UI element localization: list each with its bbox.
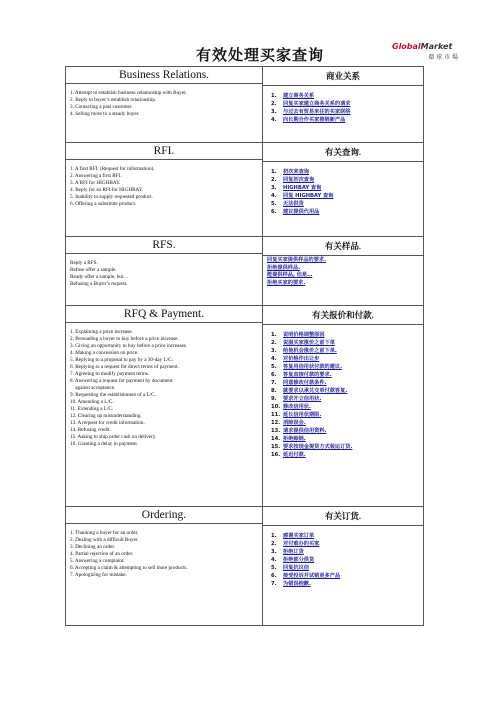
logo-part-global: Global	[392, 42, 421, 51]
chinese-link-item[interactable]	[271, 411, 423, 419]
link-text[interactable]: 能提供样品, 但是…	[267, 272, 313, 278]
english-section-title: Business Relations.	[66, 67, 262, 84]
link-text[interactable]: 就要求以承兑交单付款答复.	[283, 388, 348, 394]
chinese-link-item[interactable]	[271, 540, 423, 548]
chinese-link-list	[263, 526, 423, 592]
english-list-item: 7. Apologizing for mistake.	[70, 572, 127, 578]
english-list-item: Refuse offer a sample.	[70, 267, 117, 273]
link-text[interactable]: 对价格作出让步	[283, 356, 320, 362]
chinese-link-item[interactable]	[263, 265, 423, 273]
chinese-cell	[263, 306, 424, 507]
english-list-item: Refusing a Buyer’s request.	[70, 281, 128, 287]
chinese-link-item[interactable]	[271, 208, 423, 216]
english-list-item: 9. Requesting the establishment of a L/C.	[70, 392, 156, 398]
english-list-item: 6. Offering a substitute product.	[70, 201, 137, 207]
english-list-item: 12. Clearing up misunderstanding.	[70, 413, 142, 419]
item-number: 1.	[271, 93, 277, 99]
item-number: 14.	[271, 436, 281, 442]
chinese-link-item[interactable]	[271, 532, 423, 540]
chinese-cell	[263, 237, 424, 306]
chinese-link-item[interactable]	[263, 280, 423, 288]
chinese-link-item[interactable]	[271, 387, 423, 395]
link-text[interactable]: 请求提供信用资料.	[283, 428, 327, 434]
link-text[interactable]: 为错误抱歉.	[283, 581, 311, 587]
chinese-link-item[interactable]	[271, 355, 423, 363]
english-cell	[66, 67, 263, 143]
chinese-section-title: 有关样品.	[263, 237, 423, 256]
english-list-item: 1. A first RFI. (Request for information).	[70, 166, 155, 172]
item-number: 4.	[271, 356, 277, 362]
section-row	[66, 507, 424, 626]
page-title: 有效处理买家查询	[196, 46, 325, 64]
english-list-item: Ready offer a sample, but…	[70, 274, 129, 280]
link-text[interactable]: 无法供货	[283, 201, 304, 207]
section-row	[66, 143, 424, 237]
item-number: 3.	[271, 109, 277, 115]
chinese-link-item[interactable]	[271, 331, 423, 339]
english-item-list	[66, 254, 262, 292]
link-text[interactable]: 拒绝订货	[283, 549, 304, 555]
english-section-title: RFQ & Payment.	[66, 306, 262, 323]
english-list-item: 10. Amending a L/C.	[70, 399, 114, 405]
english-list-item: 4. Selling more to a steady buyer.	[70, 111, 140, 117]
english-section-title: RFS.	[66, 237, 262, 254]
item-number: 2.	[271, 177, 277, 183]
english-cell	[66, 507, 263, 626]
english-item-list	[66, 323, 262, 452]
link-text[interactable]: 给他机会涨价之前下单.	[283, 348, 337, 354]
english-list-item: against acceptance.	[70, 385, 116, 391]
link-text[interactable]: 建议提供代用品	[283, 209, 320, 215]
item-number: 12.	[271, 420, 281, 426]
link-text[interactable]: 向长期合作买家推销新产品	[283, 117, 346, 123]
english-list-item: 2. Answering a first RFI.	[70, 173, 122, 179]
page-header	[0, 38, 496, 66]
english-list-item: 3. Giving an opportunity to buy before a price increases.	[70, 343, 188, 349]
english-list-item: 3. Contacting a past customer.	[70, 104, 133, 110]
chinese-link-item[interactable]	[271, 427, 423, 435]
link-text[interactable]: 回复买家提供样品的要求.	[267, 257, 327, 263]
link-text[interactable]: 拒绝部分供货	[283, 557, 315, 563]
link-text[interactable]: 说服买家涨价之前下单	[283, 340, 335, 346]
link-text[interactable]: 接受投诉并试销更多产品	[283, 573, 341, 579]
chinese-cell	[263, 507, 424, 626]
chinese-link-item[interactable]	[271, 443, 423, 451]
english-item-list	[66, 160, 262, 212]
logo-subtitle: 環 球 市 場	[428, 54, 458, 61]
link-text[interactable]: 回复初次查询	[283, 177, 315, 183]
item-number: 6.	[271, 573, 277, 579]
item-number: 2.	[271, 101, 277, 107]
chinese-link-list	[263, 325, 423, 463]
english-list-item: 11. Extending a L/C.	[70, 406, 114, 412]
chinese-link-item[interactable]	[271, 435, 423, 443]
item-number: 3.	[271, 185, 277, 191]
chinese-link-item[interactable]	[271, 451, 423, 459]
english-list-item: 3. Declining an order.	[70, 544, 116, 550]
chinese-link-item[interactable]	[263, 257, 423, 265]
english-list-item: 8. Answering a request for payment by document	[70, 378, 173, 384]
link-text[interactable]: 答复直接付款的要求.	[283, 372, 332, 378]
chinese-cell	[263, 143, 424, 237]
item-number: 2.	[271, 541, 277, 547]
link-text[interactable]: 答复用信用状付款的建议.	[283, 364, 343, 370]
chinese-link-item[interactable]	[271, 564, 423, 572]
item-number: 11.	[271, 412, 281, 418]
chinese-link-list	[263, 162, 423, 220]
chinese-link-item[interactable]	[271, 379, 423, 387]
chinese-link-item[interactable]	[271, 548, 423, 556]
link-text[interactable]: 消除误会.	[283, 420, 306, 426]
chinese-link-item[interactable]	[271, 395, 423, 403]
chinese-link-item[interactable]	[271, 347, 423, 355]
link-text[interactable]: 修改信用状.	[283, 404, 311, 410]
item-number: 7.	[271, 581, 277, 587]
english-list-item: 6. Replying to a request for direct terms of payment.	[70, 364, 179, 370]
link-text[interactable]: 说明价格调整原因	[283, 332, 325, 338]
logo-part-market: Market	[420, 42, 453, 51]
english-list-item: 1. Attempt to establish business relationship with Buyer.	[70, 90, 187, 96]
chinese-link-item[interactable]	[271, 108, 423, 116]
chinese-link-item[interactable]	[271, 176, 423, 184]
link-text[interactable]: 延长信用状期限.	[283, 412, 322, 418]
english-list-item: 1. Explaining a price increase.	[70, 329, 133, 335]
english-list-item: 1. Thanking a buyer for an order.	[70, 530, 139, 536]
item-number: 4.	[271, 117, 277, 123]
link-text[interactable]: 要求开立信用状.	[283, 396, 322, 402]
chinese-link-item[interactable]	[271, 200, 423, 208]
english-cell	[66, 237, 263, 306]
section-row	[66, 237, 424, 306]
english-section-title: RFI.	[66, 143, 262, 160]
item-number: 1.	[271, 332, 277, 338]
chinese-link-item[interactable]	[271, 572, 423, 580]
chinese-link-item[interactable]	[271, 339, 423, 347]
link-text[interactable]: 拒绝提供样品.	[267, 264, 301, 271]
english-list-item: 5. Replying to a proposal to pay by a 30-day L/C.	[70, 357, 173, 363]
link-text[interactable]: 拒绝买家的要求.	[267, 279, 306, 286]
english-cell	[66, 143, 263, 237]
logo-wordmark	[392, 42, 462, 51]
link-text[interactable]: 感谢买家订单	[283, 533, 315, 539]
chinese-link-item[interactable]	[271, 363, 423, 371]
link-text[interactable]: 与过去有贸易来往的买家联络	[283, 109, 351, 115]
chinese-link-item[interactable]	[271, 192, 423, 200]
item-number: 5.	[271, 364, 277, 370]
english-section-title: Ordering.	[66, 507, 262, 524]
link-text[interactable]: 要求按现金提货方式装运订货.	[283, 444, 353, 450]
chinese-link-list	[263, 86, 423, 128]
english-list-item: 2. Dealing with a difficult Buyer.	[70, 537, 139, 543]
english-cell	[66, 306, 263, 507]
item-number: 2.	[271, 340, 277, 346]
link-text[interactable]: 延迟付款.	[283, 452, 306, 458]
link-text[interactable]: 拒绝赊销.	[283, 436, 306, 442]
item-number: 5.	[271, 565, 277, 571]
english-list-item: 15. Asking to ship order cash on delivery.	[70, 434, 157, 440]
link-text[interactable]: 回复抗议信	[283, 565, 309, 571]
link-text[interactable]: 建立商务关系	[283, 93, 315, 99]
item-number: 16.	[271, 452, 281, 458]
chinese-link-item[interactable]	[271, 100, 423, 108]
inquiry-table	[65, 66, 424, 626]
link-text[interactable]: 回复买家建立商务关系的请求	[283, 101, 351, 107]
item-number: 6.	[271, 372, 277, 378]
english-list-item: 5. Answering a complaint.	[70, 558, 125, 564]
link-text[interactable]: HIGHBAY 查询	[283, 185, 322, 191]
chinese-section-title: 有关报价和付款.	[263, 306, 423, 325]
english-list-item: 14. Refusing credit.	[70, 427, 111, 433]
chinese-link-item[interactable]	[271, 556, 423, 564]
english-item-list	[66, 84, 262, 122]
chinese-section-title: 有关订货.	[263, 507, 423, 526]
link-text[interactable]: 初次来查询	[283, 169, 309, 175]
chinese-section-title: 有关查询.	[263, 143, 423, 162]
english-list-item: 13. A request for credit information.	[70, 420, 145, 426]
english-list-item: 16. Granting a delay in payment.	[70, 441, 139, 447]
item-number: 5.	[271, 201, 277, 207]
chinese-link-item[interactable]	[271, 403, 423, 411]
item-number: 10.	[271, 404, 281, 410]
item-number: 4.	[271, 557, 277, 563]
section-row	[66, 67, 424, 143]
item-number: 6.	[271, 209, 277, 215]
link-text[interactable]: 回复 HIGHBAY 查询	[283, 193, 334, 199]
item-number: 7.	[271, 380, 277, 386]
chinese-link-item[interactable]	[271, 419, 423, 427]
item-number: 13.	[271, 428, 281, 434]
item-number: 8.	[271, 388, 277, 394]
english-item-list	[66, 524, 262, 583]
chinese-link-item[interactable]	[271, 184, 423, 192]
item-number: 9.	[271, 396, 277, 402]
english-list-item: 6. Accepting a claim & attempting to sell more products.	[70, 565, 188, 571]
english-list-item: 5. Inability to supply requested product.	[70, 194, 153, 200]
english-list-item: 2. Persuading a buyer to buy before a price increase.	[70, 336, 179, 342]
link-text[interactable]: 对付难办的买家	[283, 541, 320, 547]
item-number: 3.	[271, 348, 277, 354]
chinese-link-item[interactable]	[271, 371, 423, 379]
section-row	[66, 306, 424, 507]
chinese-link-item[interactable]	[271, 116, 423, 124]
item-number: 1.	[271, 533, 277, 539]
item-number: 3.	[271, 549, 277, 555]
link-text[interactable]: 同意修改付款条件.	[283, 380, 327, 386]
item-number: 15.	[271, 444, 281, 450]
english-list-item: 4. Reply for an RFI for HIGHBAY.	[70, 187, 144, 193]
english-list-item: Reply a RFS.	[70, 260, 98, 266]
item-number: 1.	[271, 169, 277, 175]
english-list-item: 7. Agreeing to modify payment terms.	[70, 371, 150, 377]
english-list-item: 4. Partial rejection of an order.	[70, 551, 134, 557]
english-list-item: 2. Reply to buyer’s establish relationship.	[70, 97, 157, 103]
chinese-cell	[263, 67, 424, 143]
english-list-item: 3. A RFI for HIGHBAY.	[70, 180, 121, 186]
globalmarket-logo	[392, 42, 462, 61]
chinese-link-item[interactable]	[263, 272, 423, 280]
chinese-link-item[interactable]	[271, 168, 423, 176]
chinese-link-list	[263, 256, 423, 287]
chinese-section-title: 商业关系	[263, 67, 423, 86]
item-number: 4.	[271, 193, 277, 199]
english-list-item: 4. Making a concession on price.	[70, 350, 139, 356]
chinese-link-item[interactable]	[271, 92, 423, 100]
chinese-link-item[interactable]	[271, 580, 423, 588]
